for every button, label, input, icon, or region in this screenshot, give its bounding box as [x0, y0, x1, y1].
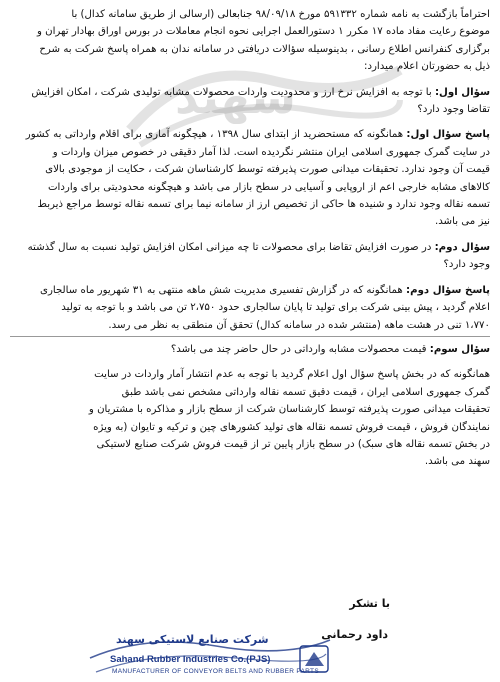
answer-1-text-6: نیز می باشد. — [434, 216, 490, 228]
question-3-text: قیمت محصولات مشابه وارداتی در حال حاضر چند می باشد؟ — [170, 343, 430, 355]
answer-2-text-2: اعلام گردید ، پیش بینی شرکت برای تولید تا پایان سالجاری حدود ۲،۷۵۰ تن می باشد و با توجه به تولید — [61, 302, 490, 314]
answer-2 — [10, 282, 490, 299]
stamp-name-fa: شرکت صنایع لاستیکی سهند — [116, 633, 269, 646]
signer-name: داود رحمانی — [321, 628, 388, 641]
answer-2-text-3: ۱،۷۷۰ تنی در هشت ماهه (منتشر شده در سامانه کدال) تحقق آن منطقی به نظر می رسد. — [108, 319, 490, 331]
question-2-text: در صورت افزایش تقاضا برای محصولات تا چه میزانی امکان افزایش تولید نسبت به سال گذشته — [27, 241, 435, 253]
answer-3-line-2: گمرک جمهوری اسلامی ایران ، قیمت دقیق تسمه نقاله وارداتی مشخص نمی باشد طبق — [121, 386, 490, 398]
answer-2-text: همانگونه که در گزارش تفسیری مدیریت شش ماهه منتهی به ۳۱ شهریور ماه سالجاری — [39, 284, 407, 296]
question-3 — [10, 341, 490, 358]
answer-1-text: همانگونه که مستحضرید از ابتدای سال ۱۳۹۸ ، هیچگونه آماری برای اقلام وارداتی به کشور — [25, 129, 407, 141]
answer-3-line-5: در بخش تسمه نقاله های سبک) در سطح بازار پایین تر از قیمت فروش شرکت صنایع لاستیکی — [96, 438, 490, 450]
question-1-text: با توجه به افزایش نرخ ارز و محدودیت واردات محصولات مشابه تولیدی شرکت ، امکان افزایش — [31, 86, 435, 98]
answer-1-text-5: تسمه نقاله وجود ندارد و شنیده ها حاکی از تخصیص ارز از سامانه نیما برای تسمه نقاله توسط مراجع ذیربط — [37, 199, 490, 211]
watermark-text: سهند — [175, 70, 296, 124]
intro-line-3: برگزاری کنفرانس اطلاع رسانی ، بدینوسیله سؤالات دریافتی در سامانه ندان به همراه پاسخ شرکت به شرح — [39, 43, 490, 55]
answer-1-text-2: در سایت گمرک جمهوری اسلامی ایران منتشر نگردیده است. لذا آمار دقیقی در خصوص میزان واردات و — [52, 146, 490, 158]
question-1-text-2: تقاضا وجود دارد؟ — [417, 104, 490, 116]
stamp-subtitle: MANUFACTURER OF CONVEYOR BELTS AND RUBBER PARTS — [112, 668, 319, 675]
answer-3-line-1: همانگونه که در بخش پاسخ سؤال اول اعلام گردید با توجه به عدم انتشار آمار واردات در سایت — [94, 369, 490, 381]
question-1-label: سؤال اول: — [434, 86, 490, 98]
answer-3-line-6: سهند می باشد. — [424, 456, 490, 468]
question-2 — [10, 239, 490, 256]
intro-line-4: ذیل به حضورتان اعلام میدارد: — [364, 61, 490, 73]
intro-line-1: احتراماً بازگشت به نامه شماره ۵۹۱۳۳۲ مورخ ۹۸/۰۹/۱۸ جنابعالی (ارسالی از طریق سامانه کدال) با — [71, 9, 490, 20]
answer-2-label: پاسخ سؤال دوم: — [406, 284, 490, 296]
question-3-label: سؤال سوم: — [429, 343, 490, 355]
answer-1-text-3: قیمت آن وجود ندارد. تحقیقات میدانی صورت پذیرفته توسط کارشناسان شرکت ، حکایت از موجودی بالای — [45, 164, 490, 176]
answer-1-label: پاسخ سؤال اول: — [406, 129, 490, 141]
closing-thanks: با تشکر — [349, 597, 390, 610]
question-1 — [10, 84, 490, 101]
question-2-label: سؤال دوم: — [434, 241, 490, 253]
answer-1 — [10, 126, 490, 143]
divider — [10, 336, 490, 337]
question-2-text-2: وجود دارد؟ — [443, 259, 490, 271]
answer-3-line-3: تحقیقات میدانی صورت پذیرفته توسط کارشناسان شرکت از سطح بازار و مذاکره با مشتریان و — [88, 404, 490, 416]
intro-line-2: موضوع رعایت مفاد ماده ۱۷ مکرر ۱ دستورالعمل اجرایی نحوه انجام معاملات در بورس اوراق بهادار تهران و — [36, 26, 490, 38]
stamp-name-en: Sahand Rubber Industries Co.(PJS) — [110, 654, 271, 665]
answer-1-text-4: کالاهای مشابه خارجی اعم از اروپایی و آسیایی در سطح بازار می باشد و هیچگونه محدودیتی برای واردات — [47, 181, 490, 193]
answer-3-line-4: نمایندگان فروش ، قیمت فروش تسمه نقاله های تولید کشورهای چین و ترکیه و تایوان (به ویژه — [93, 421, 490, 433]
